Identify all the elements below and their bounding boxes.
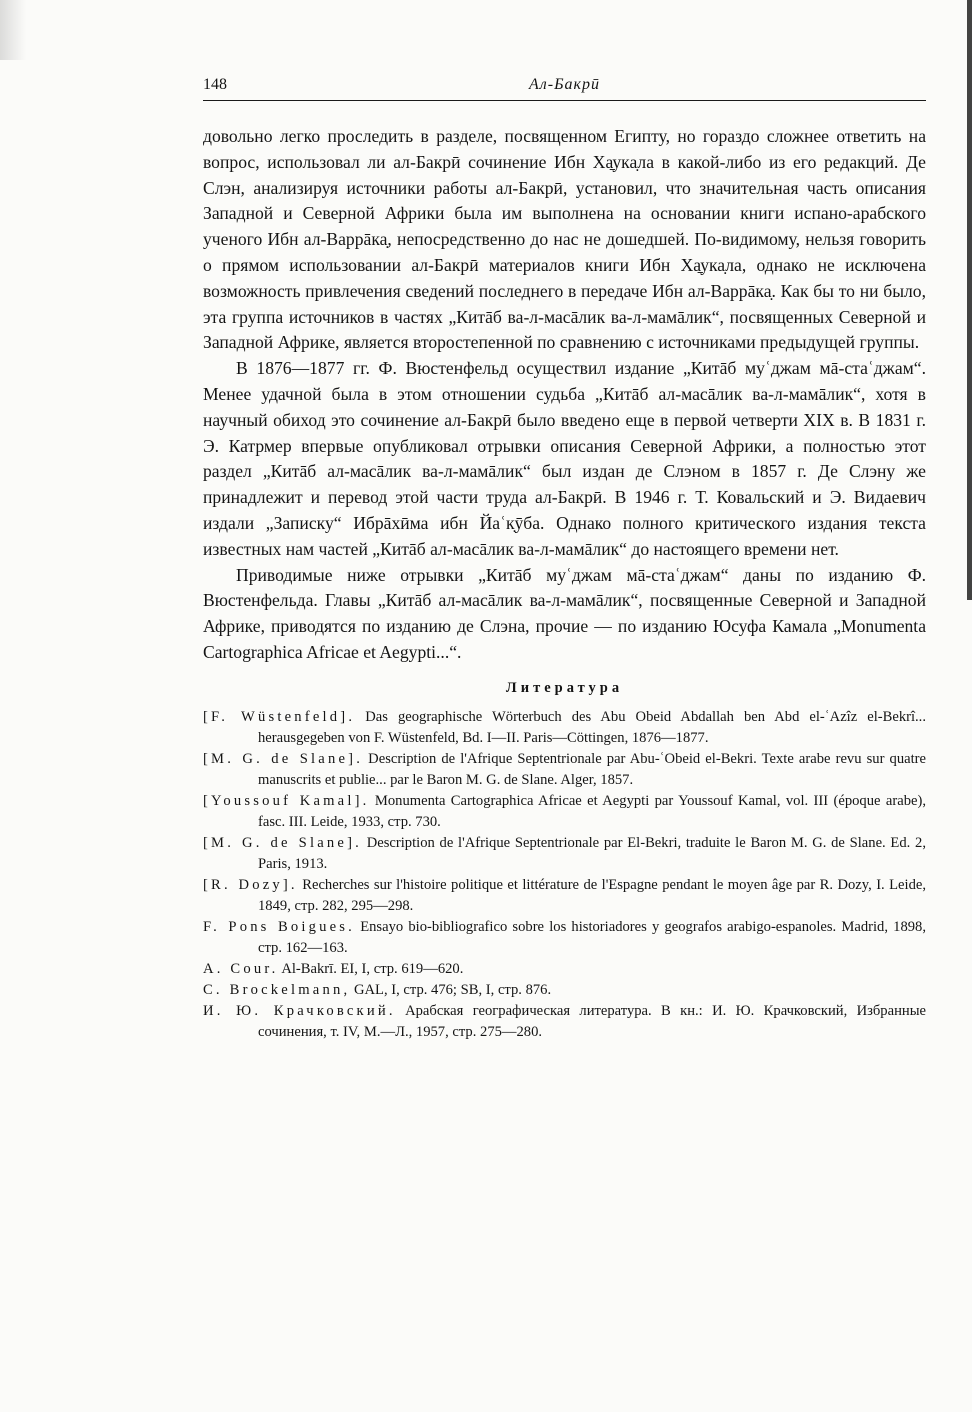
running-head [203, 70, 926, 101]
reference-item [203, 1001, 926, 1043]
reference-text: Арабская географическая литература. В кн.: И. Ю. Крачковский, Избранные сочинения, т. IV, М.—Л., 1957, стр. 275—280. [258, 1002, 926, 1040]
book-page [203, 70, 926, 1043]
reference-author: [Youssouf Kamal]. [203, 792, 370, 809]
reference-text: Recherches sur l'histoire politique et littérature de l'Espagne pendant le moyen âge par R. Dozy, I. Leide, 1849, стр. 282, 295—298. [258, 876, 926, 914]
reference-text: GAL, I, стр. 476; SB, I, стр. 876. [353, 981, 552, 998]
reference-item [203, 980, 926, 1001]
reference-author: [R. Dozy]. [203, 876, 298, 893]
reference-author: [F. Wüstenfeld]. [203, 708, 356, 725]
reference-author: F. Pons Boigues. [203, 918, 356, 935]
reference-item [203, 959, 926, 980]
page-number: 148 [203, 76, 227, 93]
running-title: Ал-Бакрӣ [529, 76, 600, 93]
reference-item [203, 875, 926, 917]
literature-heading: Литература [505, 679, 624, 696]
reference-item [203, 791, 926, 833]
scan-edge-right [967, 0, 972, 600]
reference-author: [M. G. de Slane]. [203, 750, 364, 767]
reference-text: Monumenta Cartographica Africae et Aegypti par Youssouf Kamal, vol. III (époque arabe), fasc. III. Leide, 1933, стр. 730. [258, 792, 926, 830]
reference-text: Ensayo bio-bibliografico sobre los historiadores y geografos arabigo-espanoles. Madrid, 1898, стр. 162—163. [258, 918, 926, 956]
paragraph-1: довольно легко проследить в разделе, посвященном Египту, но гораздо сложнее ответить на вопрос, использовал ли ал-Бакрӣ сочинение Ибн Ха̱ука̣ла в какой-либо из его редакций. Де Слэн, анализируя источники работы ал-Бакрӣ, установил, что значительная часть описания Западной и Северной Африки была им выполнена на основании книги испано-арабского ученого Ибн ал-Варрāка̣, непосредственно до нас не дошедшей. По-видимому, нельзя говорить о прямом использовании ал-Бакрӣ материалов книги Ибн Ха̱ука̣ла, однако не исключена возможность привлечения сведений последнего в передаче Ибн ал-Варрāка̣. Как бы то ни было, эта группа источников в частях „Китāб ва-л-масāлик ва-л-мамāлик“, посвященных Северной и Западной Африке, является второстепенной по сравнению с источниками предыдущей группы. [203, 126, 926, 353]
paragraph-3: Приводимые ниже отрывки „Китāб муʿджам мā-стаʿджам“ даны по изданию Ф. Вюстенфельда. Главы „Китāб ал-масāлик ва-л-мамāлик“, посвященные Северной и Западной Африке, приводятся по изданию де Слэна, прочие — по изданию Юсуфа Камала „Monumenta Cartographica Africae et Aegypti...“. [203, 564, 926, 662]
reference-author: A. Cour. [203, 960, 279, 977]
reference-item [203, 749, 926, 791]
reference-text: Description de l'Afrique Septentrionale par Abu-ʿObeid el-Bekri. Texte arabe revu sur quatre manuscrits et publie... par le Baron M. G. de Slane. Alger, 1857. [258, 750, 926, 788]
scan-edge-left [0, 0, 26, 60]
reference-list [203, 707, 926, 1043]
reference-text: Al-Bakrī. EI, I, стр. 619—620. [281, 960, 464, 977]
reference-item [203, 707, 926, 749]
reference-text: Das geographische Wörterbuch des Abu Obeid Abdallah ben Abd el-ʿAzîz el-Bekrî... herausgegeben von F. Wüstenfeld, Bd. I—II. Paris—Cöttingen, 1876—1877. [258, 708, 926, 746]
reference-author: C. Brockelmann, [203, 981, 351, 998]
reference-text: Description de l'Afrique Septentrionale par El-Bekri, traduite le Baron M. G. de Slane. Ed. 2, Paris, 1913. [258, 834, 926, 872]
reference-author: [M. G. de Slane]. [203, 834, 362, 851]
paragraph-2: В 1876—1877 гг. Ф. Вюстенфельд осуществил издание „Китāб муʿджам мā-стаʿджам“. Менее удачной была в этом отношении судьба „Китāб ал-масāлик ва-л-мамāлик“, хотя в научный обиход это сочинение ал-Бакрӣ было введено еще в первой четверти XIX в. В 1831 г. Э. Катрмер впервые опубликовал отрывки описания Северной Африки, а полностью этот раздел „Китāб ал-масāлик ва-л-мамāлик“ был издан де Слэном в 1857 г. Де Слэну же принадлежит и перевод этой части труда ал-Бакрӣ. В 1946 г. Т. Ковальский и Э. Видаевич издали „Записку“ Ибрāхӣма ибн Йаʿк̣ӯба. Однако полного критического издания текста известных нам частей „Китāб ал-масāлик ва-л-мамāлик“ до настоящего времени нет. [203, 358, 926, 559]
body-text [203, 124, 926, 666]
reference-item [203, 917, 926, 959]
reference-author: И. Ю. Крачковский. [203, 1002, 396, 1019]
reference-item [203, 833, 926, 875]
